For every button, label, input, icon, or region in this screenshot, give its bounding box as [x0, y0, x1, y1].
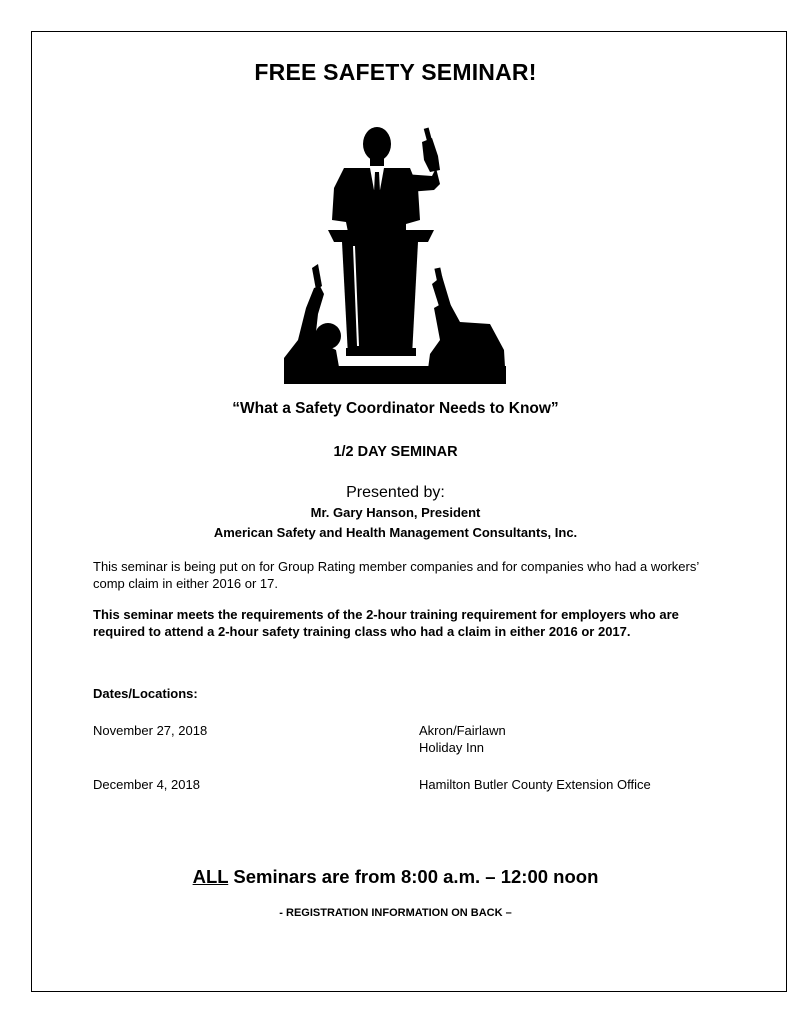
dates-locations-heading: Dates/Locations:	[93, 686, 198, 701]
eligibility-paragraph: This seminar is being put on for Group Rating member companies and for companies who had a workers’ comp claim in either 2016 or 17.	[93, 559, 699, 591]
seminar-schedule	[0, 866, 791, 888]
session-venue: Holiday Inn	[419, 740, 485, 755]
presented-by-label: Presented by:	[346, 484, 445, 501]
session-date: November 27, 2018	[93, 723, 208, 738]
schedule-text: Seminars are from 8:00 a.m. – 12:00 noon	[228, 866, 599, 887]
session-date: December 4, 2018	[93, 777, 200, 792]
seminar-duration: 1/2 DAY SEMINAR	[333, 444, 458, 460]
presenter-name: Mr. Gary Hanson, President	[310, 505, 481, 520]
speaker-podium-illustration	[284, 118, 506, 384]
schedule-emphasis: ALL	[192, 866, 229, 887]
session-location: Akron/Fairlawn	[419, 723, 506, 738]
presenter-company: American Safety and Health Management Consultants, Inc.	[213, 525, 578, 540]
requirement-paragraph: This seminar meets the requirements of the 2-hour training requirement for employers who are required to attend a 2-hour safety training class who had a claim in either 2016 or 2017.	[93, 607, 679, 639]
flyer-title: FREE SAFETY SEMINAR!	[254, 59, 537, 85]
seminar-subtitle: “What a Safety Coordinator Needs to Know”	[232, 400, 559, 417]
registration-note: - REGISTRATION INFORMATION ON BACK –	[279, 907, 512, 919]
session-location: Hamilton Butler County Extension Office	[419, 777, 651, 792]
